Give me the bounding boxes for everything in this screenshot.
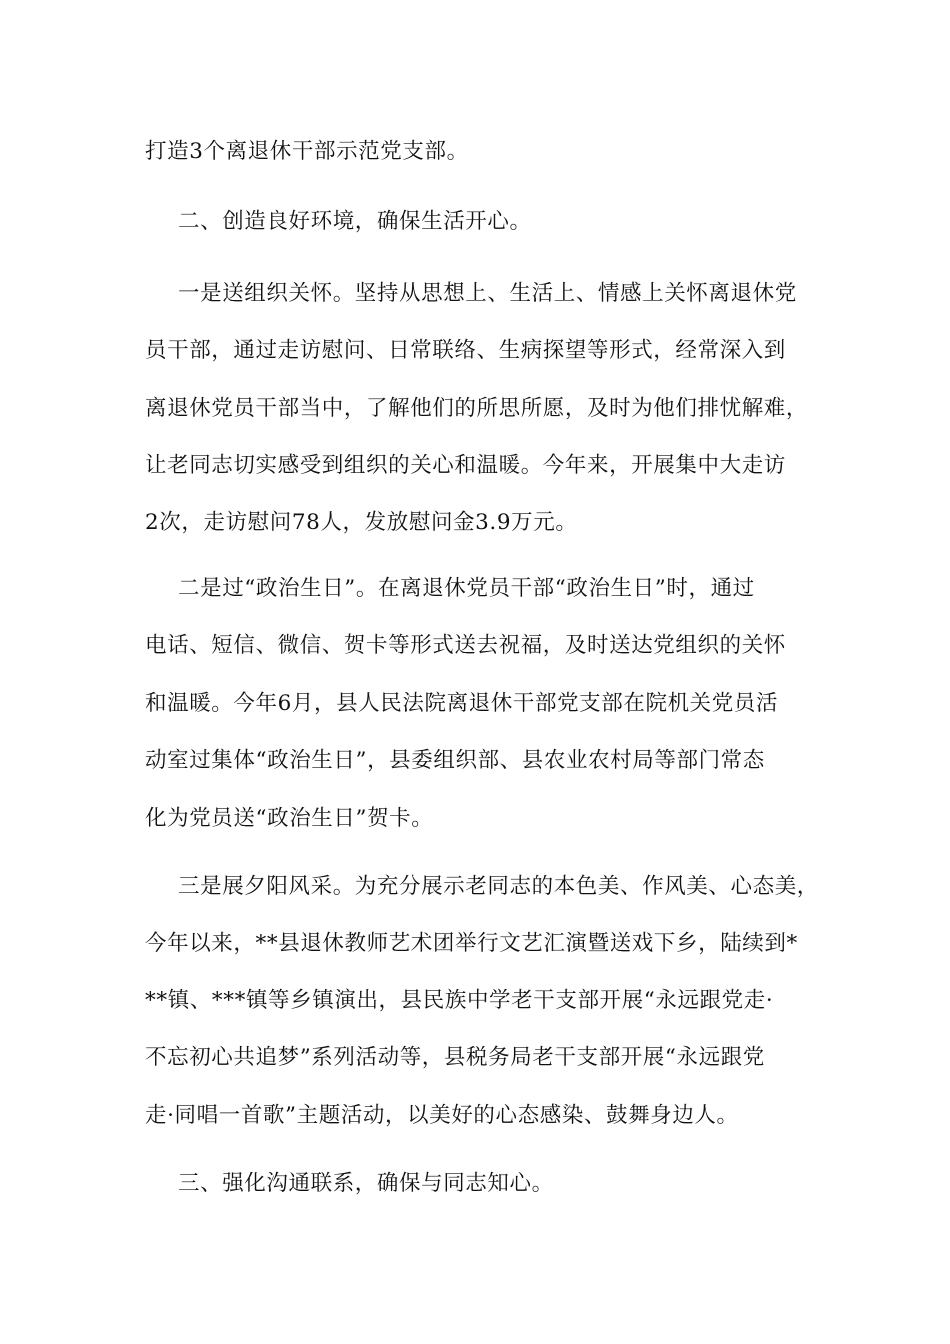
text-line: 今年以来，**县退休教师艺术团举行文艺汇演暨送戏下乡，陆续到* xyxy=(145,931,798,956)
text-line: 不忘初心共追梦”系列活动等，县税务局老干支部开展“永远跟党 xyxy=(145,1045,765,1070)
text-line: 电话、短信、微信、贺卡等形式送去祝福，及时送达党组织的关怀 xyxy=(145,633,786,658)
text-line: 三是展夕阳风采。为充分展示老同志的本色美、作风美、心态美， xyxy=(178,874,819,899)
text-line: 离退休党员干部当中，了解他们的所思所愿，及时为他们排忧解难， xyxy=(145,396,809,421)
section-heading: 三、强化沟通联系，确保与同志知心。 xyxy=(178,1171,554,1196)
text-line: 化为党员送“政治生日”贺卡。 xyxy=(145,806,434,831)
text-line: 二是过“政治生日”。在离退休党员干部“政治生日”时，通过 xyxy=(178,576,755,601)
text-line: 一是送组织关怀。坚持从思想上、生活上、情感上关怀离退休党 xyxy=(178,281,797,306)
text-line: 打造3个离退休干部示范党支部。 xyxy=(145,139,469,164)
text-line: 动室过集体“政治生日”，县委组织部、县农业农村局等部门常态 xyxy=(145,748,765,773)
text-line: 员干部，通过走访慰问、日常联络、生病探望等形式，经常深入到 xyxy=(145,338,786,363)
text-line: **镇、***镇等乡镇演出，县民族中学老干支部开展“永远跟党走· xyxy=(145,988,774,1013)
text-line: 和温暖。今年6月，县人民法院离退休干部党支部在院机关党员活 xyxy=(145,691,779,716)
text-line: 走·同唱一首歌”主题活动，以美好的心态感染、鼓舞身边人。 xyxy=(145,1103,739,1128)
section-heading: 二、创造良好环境，确保生活开心。 xyxy=(178,209,532,234)
text-line: 2次，走访慰问78人，发放慰问金3.9万元。 xyxy=(145,510,578,535)
text-line: 让老同志切实感受到组织的关心和温暖。今年来，开展集中大走访 xyxy=(145,453,786,478)
